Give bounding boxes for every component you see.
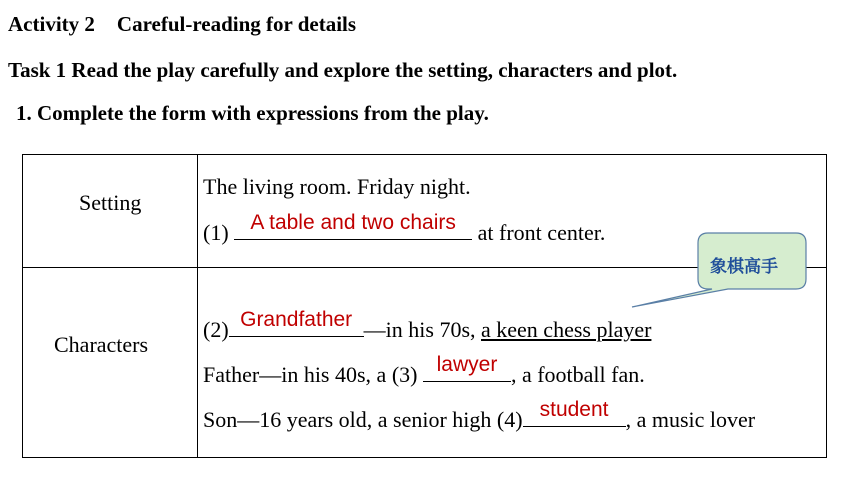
father-after: , a football fan. (510, 362, 645, 387)
answer-1: A table and two chairs (250, 211, 456, 234)
activity-title: Careful-reading for details (116, 12, 357, 36)
answer-4: student (539, 398, 609, 421)
son-after: , a music lover (625, 407, 756, 432)
grandfather-desc: —in his 70s, (363, 317, 482, 342)
answer-2: Grandfather (240, 308, 353, 331)
answer-3: lawyer (436, 353, 498, 376)
item-1-after: at front center. (477, 220, 606, 245)
son-desc: Son—16 years old, a senior high (4) (203, 407, 523, 432)
task-heading: Task 1 Read the play carefully and explore the setting, characters and plot. (8, 58, 678, 82)
setting-label: Setting (79, 190, 142, 215)
item-1-number: (1) (203, 220, 229, 245)
setting-line-1: The living room. Friday night. (203, 174, 471, 199)
grandfather-hobby: a keen chess player (481, 317, 652, 342)
activity-label: Activity 2 (8, 12, 95, 36)
father-desc: Father—in his 40s, a (3) (203, 362, 423, 387)
instruction-text: 1. Complete the form with expressions from the play. (16, 101, 489, 125)
characters-label: Characters (54, 332, 149, 357)
callout-text: 象棋高手 (710, 257, 778, 277)
item-2-number: (2) (203, 317, 229, 342)
